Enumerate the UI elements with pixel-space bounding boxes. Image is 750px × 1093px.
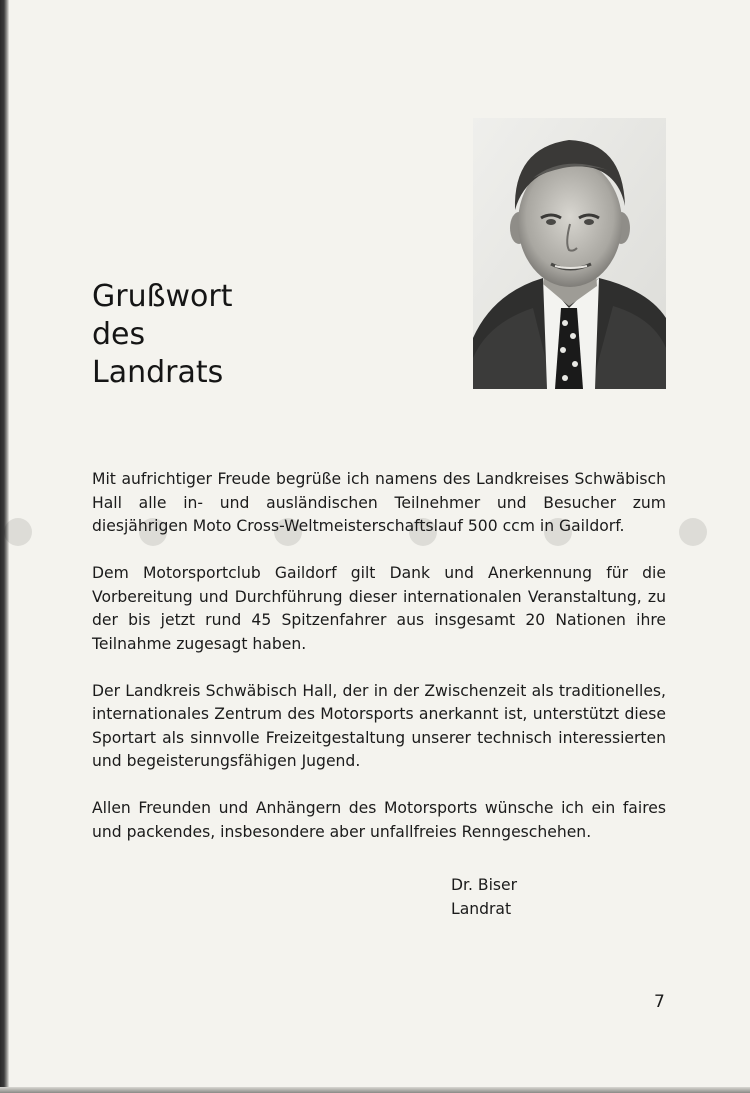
paragraph-1: Mit aufrichtiger Freude begrüße ich namens des Landkreises Schwäbisch Hall alle in- und ausländischen Teilnehmer und Besucher zum diesjährigen Moto Cross-Weltmeisterschaftslauf 500 ccm in Gaildorf.	[92, 470, 666, 535]
portrait-photo	[473, 118, 666, 389]
page-bottom-edge	[0, 1087, 750, 1093]
page-title	[92, 278, 232, 392]
signature-block	[451, 873, 517, 921]
letter-body	[92, 468, 666, 844]
signature-name: Dr. Biser	[451, 876, 518, 894]
book-spine-edge	[0, 0, 9, 1093]
title-line-1: Grußwort	[92, 279, 233, 314]
paragraph-3: Der Landkreis Schwäbisch Hall, der in der Zwischenzeit als traditionelles, internationales Zentrum des Motorsports anerkannt ist, unterstützt diese Sportart als sinnvolle Freizeitgestaltung unserer technisch interessierten und begeisterungsfähigen Jugend.	[92, 681, 666, 770]
portrait-photo-icon	[473, 118, 666, 389]
title-line-2: des	[92, 317, 146, 352]
page-number: 7	[654, 992, 665, 1012]
paragraph-2: Dem Motorsportclub Gaildorf gilt Dank und Anerkennung für die Vorbereitung und Durchführung dieser internationalen Veranstaltung, zu der bis jetzt rund 45 Spitzenfahrer aus insgesamt 20 Nationen ihre Teilnahme zugesagt haben.	[92, 564, 666, 653]
signature-role: Landrat	[451, 900, 512, 918]
paragraph-4: Allen Freunden und Anhängern des Motorsports wünsche ich ein faires und packendes, insbesondere aber unfallfreies Renngeschehen.	[92, 799, 666, 841]
title-line-3: Landrats	[92, 355, 224, 390]
